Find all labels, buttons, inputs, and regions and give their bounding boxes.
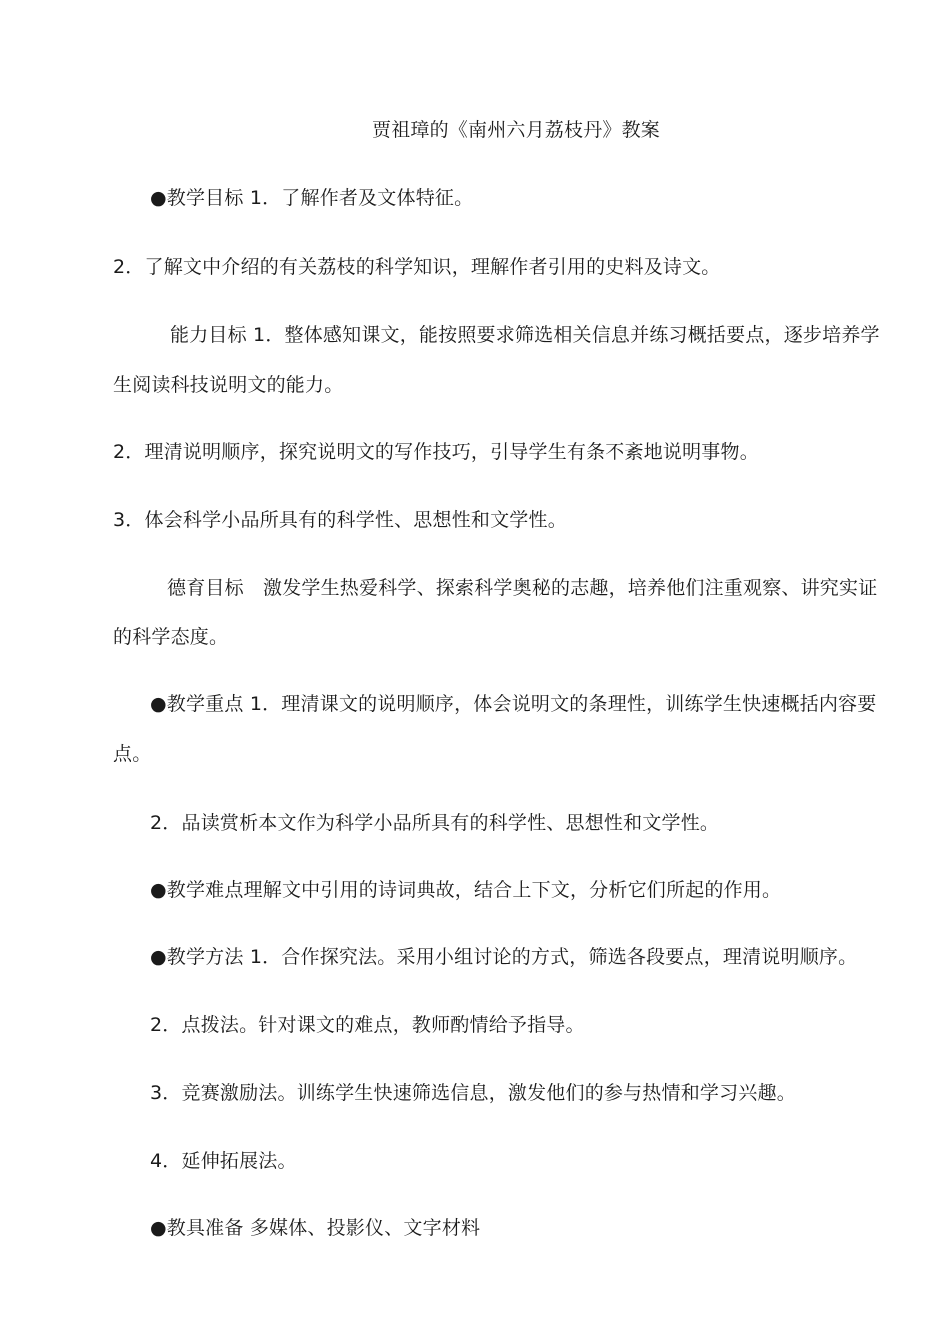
teaching-goal-line: ●教学目标 1．了解作者及文体特征。 xyxy=(150,187,474,209)
text-line: 2．点拨法。针对课文的难点，教师酌情给予指导。 xyxy=(150,1014,585,1036)
text-line: 3．竞赛激励法。训练学生快速筛选信息，激发他们的参与热情和学习兴趣。 xyxy=(150,1082,796,1104)
teaching-tools-line: ●教具准备 多媒体、投影仪、文字材料 xyxy=(150,1217,481,1239)
text-line: 的科学态度。 xyxy=(113,626,229,648)
text-line: 4．延伸拓展法。 xyxy=(150,1150,297,1172)
text-line: 2．了解文中介绍的有关荔枝的科学知识，理解作者引用的史料及诗文。 xyxy=(113,256,721,278)
text-line: 3．体会科学小品所具有的科学性、思想性和文学性。 xyxy=(113,509,567,531)
teaching-focus-line: ●教学重点 1．理清课文的说明顺序，体会说明文的条理性，训练学生快速概括内容要 xyxy=(150,693,877,715)
text-line: 点。 xyxy=(113,743,152,765)
teaching-difficulty-line: ●教学难点理解文中引用的诗词典故，结合上下文，分析它们所起的作用。 xyxy=(150,879,782,901)
text-line: 2．理清说明顺序，探究说明文的写作技巧，引导学生有条不紊地说明事物。 xyxy=(113,441,759,463)
document-title: 贾祖璋的《南州六月荔枝丹》教案 xyxy=(372,119,661,141)
ability-goal-line: 能力目标 1．整体感知课文，能按照要求筛选相关信息并练习概括要点，逐步培养学 xyxy=(170,324,880,346)
text-line: 生阅读科技说明文的能力。 xyxy=(113,374,344,396)
moral-goal-line: 德育目标 激发学生热爱科学、探索科学奥秘的志趣，培养他们注重观察、讲究实证 xyxy=(167,577,878,599)
teaching-method-line: ●教学方法 1．合作探究法。采用小组讨论的方式，筛选各段要点，理清说明顺序。 xyxy=(150,946,858,968)
text-line: 2．品读赏析本文作为科学小品所具有的科学性、思想性和文学性。 xyxy=(150,812,720,834)
